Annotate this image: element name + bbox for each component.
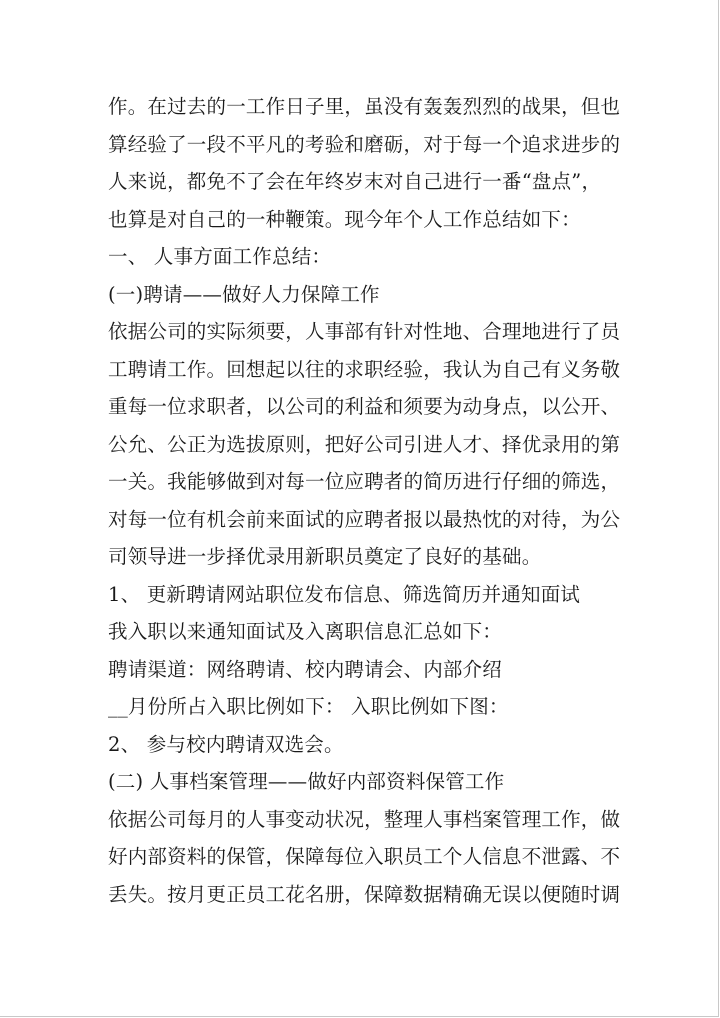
text-line: 公允、公正为选拔原则，把好公司引进人才、择优录用的第	[108, 432, 621, 456]
text-line: __月份所占入职比例如下： 入职比例如下图：	[108, 695, 509, 718]
text-line: 一关。我能够做到对每一位应聘者的简历进行仔细的筛选，	[108, 470, 621, 493]
document-body	[108, 88, 621, 913]
text-line: 重每一位求职者，以公司的利益和须要为动身点，以公开、	[108, 395, 621, 418]
text-line: 也算是对自己的一种鞭策。现今年个人工作总结如下：	[108, 207, 581, 231]
list-item-heading: 2、 参与校内聘请双选会。	[108, 732, 344, 756]
text-line: 司领导进一步择优录用新职员奠定了良好的基础。	[108, 545, 542, 568]
subsection-heading: (二) 人事档案管理——做好内部资料保管工作	[108, 770, 505, 793]
section-heading: 一、 人事方面工作总结：	[108, 245, 332, 268]
text-line: 算经验了一段不平凡的考验和磨砺，对于每一个追求进步的	[108, 132, 621, 156]
subsection-heading: (一)聘请——做好人力保障工作	[108, 282, 380, 306]
text-line: 我入职以来通知面试及入离职信息汇总如下：	[108, 620, 503, 643]
text-line: 聘请渠道：网络聘请、校内聘请会、内部介绍	[108, 657, 503, 681]
text-line: 作。在过去的一工作日子里，虽没有轰轰烈烈的战果，但也	[108, 95, 621, 118]
text-line: 依据公司的实际须要，人事部有针对性地、合理地进行了员	[108, 320, 621, 343]
text-line: 丢失。按月更正员工花名册，保障数据精确无误以便随时调	[108, 882, 621, 906]
text-line: 工聘请工作。回想起以往的求职经验，我认为自己有义务敬	[108, 357, 621, 381]
text-line: 依据公司每月的人事变动状况，整理人事档案管理工作，做	[108, 807, 621, 831]
text-line: 对每一位有机会前来面试的应聘者报以最热忱的对待，为公	[108, 507, 621, 531]
list-item-heading: 1、 更新聘请网站职位发布信息、筛选简历并通知面试	[108, 582, 581, 606]
text-line: 人来说，都免不了会在年终岁末对自己进行一番“盘点”，	[108, 170, 602, 193]
text-line: 好内部资料的保管，保障每位入职员工个人信息不泄露、不	[108, 845, 621, 868]
